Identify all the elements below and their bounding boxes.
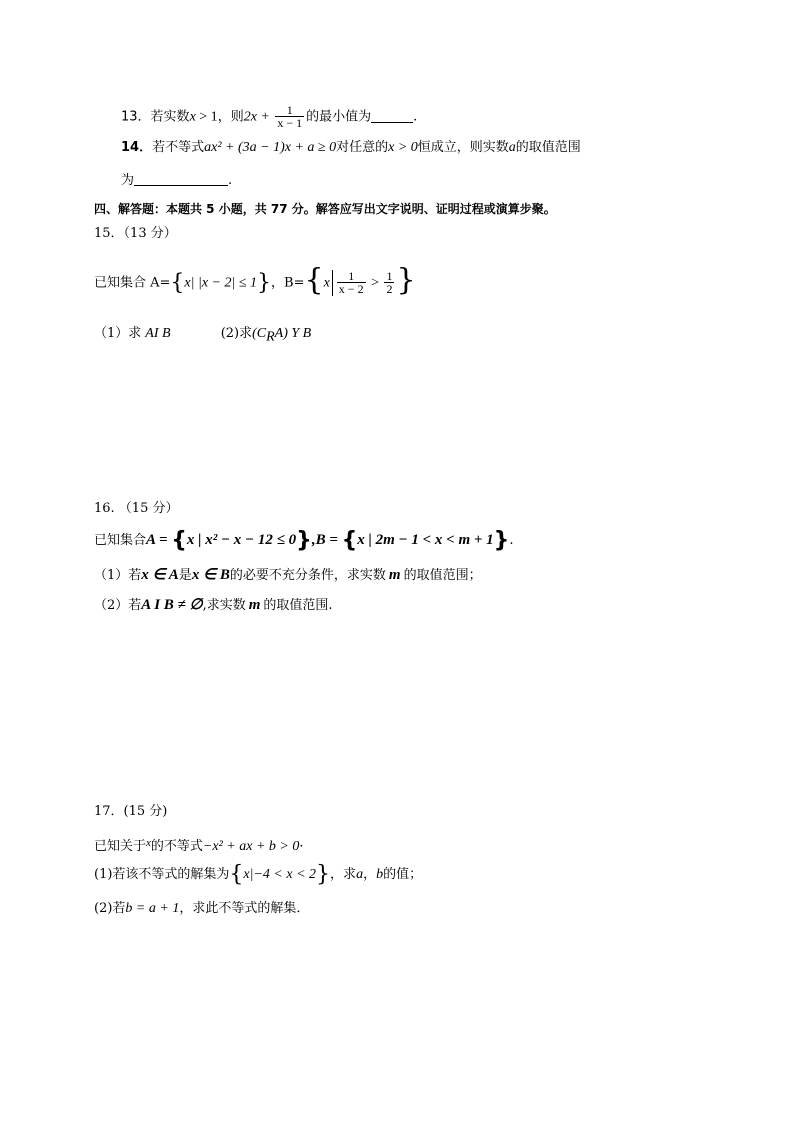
q14-end: .	[228, 173, 233, 188]
q14-var: a	[508, 140, 516, 155]
q15-part2-tail: A) Y B	[274, 326, 312, 341]
q16-p1-post: 的必要不充分条件，求实数	[229, 568, 386, 583]
q15-set-a-open-brace: {	[170, 270, 185, 296]
q14-cond: x > 0	[388, 140, 418, 155]
question-17-intro	[94, 834, 303, 856]
q14-expr: ax² + (3a − 1)x + a ≥ 0	[204, 140, 337, 155]
q17-p1-a: a	[356, 867, 364, 882]
q16-p1-tail: 的取值范围；	[403, 568, 482, 583]
question-14	[121, 139, 581, 157]
section-4-heading: 四、解答题：本题共 5 小题，共 77 分。解答应写出文字说明、证明过程或演算步聚。	[94, 202, 556, 216]
q16-p2-label: （2）若	[94, 598, 142, 613]
q17-intro-mid: 的不等式	[150, 839, 203, 854]
q16-p1-b: x ∈ B	[191, 567, 230, 583]
q16-p1-a: x ∈ A	[141, 567, 179, 583]
q17-p2-label: (2)若	[94, 901, 126, 916]
q16-set-a: A =	[146, 532, 172, 548]
q15-intro: 已知集合 A=	[94, 275, 171, 291]
q16-set-b-close-brace: }	[493, 528, 510, 553]
question-17-part1	[94, 862, 423, 887]
question-16-sets	[94, 528, 514, 553]
q14-mid: 对任意的	[336, 140, 389, 155]
q17-p1-sep: ，	[363, 867, 377, 882]
q17-p2-tail: ，求此不等式的解集．	[179, 901, 310, 916]
q16-set-b-inner: x | 2m − 1 < x < m + 1	[357, 532, 494, 548]
question-15-parts	[94, 325, 311, 347]
q17-end: ·	[299, 839, 304, 854]
q13-cond-x: x	[189, 109, 196, 125]
q15-b-frac-num: 1	[348, 269, 355, 283]
q16-set-b: ,B =	[311, 532, 342, 548]
q16-set-b-open-brace: {	[341, 528, 358, 553]
q15-half-fraction	[384, 270, 394, 296]
q15-set-b-label: ，B=	[271, 275, 305, 291]
q13-end: .	[413, 109, 418, 125]
q13-post: 的最小值为	[306, 109, 372, 125]
q15-set-b-close-brace: }	[396, 262, 416, 298]
q14-answer-blank[interactable]	[134, 171, 228, 186]
q16-intro: 已知集合	[94, 533, 147, 548]
q15-part2-label: (2)求	[220, 326, 253, 341]
q13-cond-rest: > 1	[195, 109, 218, 125]
q13-frac-den: x − 1	[277, 116, 303, 130]
question-15-sets	[94, 262, 416, 298]
q16-end: .	[509, 533, 514, 548]
q17-p2-expr: b = a + 1	[125, 901, 180, 916]
q15-b-frac-den: x − 2	[338, 282, 364, 296]
q15-gt: >	[367, 275, 383, 291]
q17-p1-open-brace: {	[229, 862, 244, 887]
q16-p1-label: （1）若	[94, 568, 142, 583]
q16-p1-var: m	[388, 567, 401, 583]
q17-ineq: −x² + ax + b > 0	[202, 839, 300, 854]
q15-half-den: 2	[386, 282, 393, 296]
q15-set-b-x: x	[323, 275, 330, 291]
q13-expr: 2x +	[243, 109, 274, 125]
question-16-part2	[94, 596, 333, 615]
q17-intro: 已知关于	[94, 839, 147, 854]
q15-part1-label: （1）求	[94, 326, 142, 341]
q17-p1-label: (1)若该不等式的解集为	[94, 867, 230, 882]
q14-mid2: 恒成立，则实数	[417, 140, 509, 155]
q13-pre: 若实数	[150, 109, 190, 125]
question-14-line2	[121, 171, 232, 190]
q13-number: 13．	[121, 109, 151, 125]
question-16-part1	[94, 566, 482, 585]
q16-p2-post: ,求实数	[202, 598, 246, 613]
q15-part2-sub: R	[266, 329, 275, 345]
q15-set-b-open-brace: {	[304, 262, 324, 298]
q14-post: 的取值范围	[515, 140, 581, 155]
q13-mid: ，则	[217, 109, 244, 125]
q16-p2-tail: 的取值范围.	[263, 598, 333, 613]
q15-part1-expr: AI B	[145, 326, 171, 341]
q13-frac-num: 1	[286, 103, 293, 117]
question-15-header: 15．（13 分）	[94, 226, 177, 241]
q17-var-x: x	[146, 837, 151, 849]
q17-p1-close-brace: }	[316, 862, 331, 887]
question-17-header: 17．(15 分)	[94, 804, 168, 819]
q16-set-a-close-brace: }	[296, 528, 312, 553]
q16-set-a-open-brace: {	[171, 528, 187, 553]
q15-half-num: 1	[386, 269, 393, 283]
q16-p1-mid: 是	[178, 568, 192, 583]
q15-b-fraction	[337, 270, 366, 296]
q15-set-a-close-brace: }	[257, 270, 272, 296]
q15-part2-expr: (C	[252, 326, 267, 341]
q13-fraction	[275, 104, 304, 130]
question-17-part2	[94, 900, 309, 918]
q17-p1-tail: 的值；	[383, 867, 423, 882]
q14-pre: 若不等式	[152, 140, 205, 155]
q17-p1-b: b	[376, 867, 384, 882]
q17-p1-mid: ，求	[330, 867, 357, 882]
q14-number: 14．	[121, 140, 153, 155]
q13-answer-blank[interactable]	[371, 108, 413, 123]
question-16-header: 16. （15 分）	[94, 501, 179, 516]
q16-set-a-inner: x | x² − x − 12 ≤ 0	[186, 532, 297, 548]
question-13	[121, 104, 417, 130]
q16-p2-var: m	[248, 597, 261, 613]
q15-set-a-inner: x| |x − 2| ≤ 1	[184, 275, 258, 291]
q15-set-b-bar	[332, 270, 333, 296]
q14-line2-pre: 为	[121, 173, 135, 188]
q17-p1-set: x|−4 < x < 2	[243, 867, 317, 882]
q16-p2-expr: A I B ≠ ∅	[141, 597, 203, 613]
